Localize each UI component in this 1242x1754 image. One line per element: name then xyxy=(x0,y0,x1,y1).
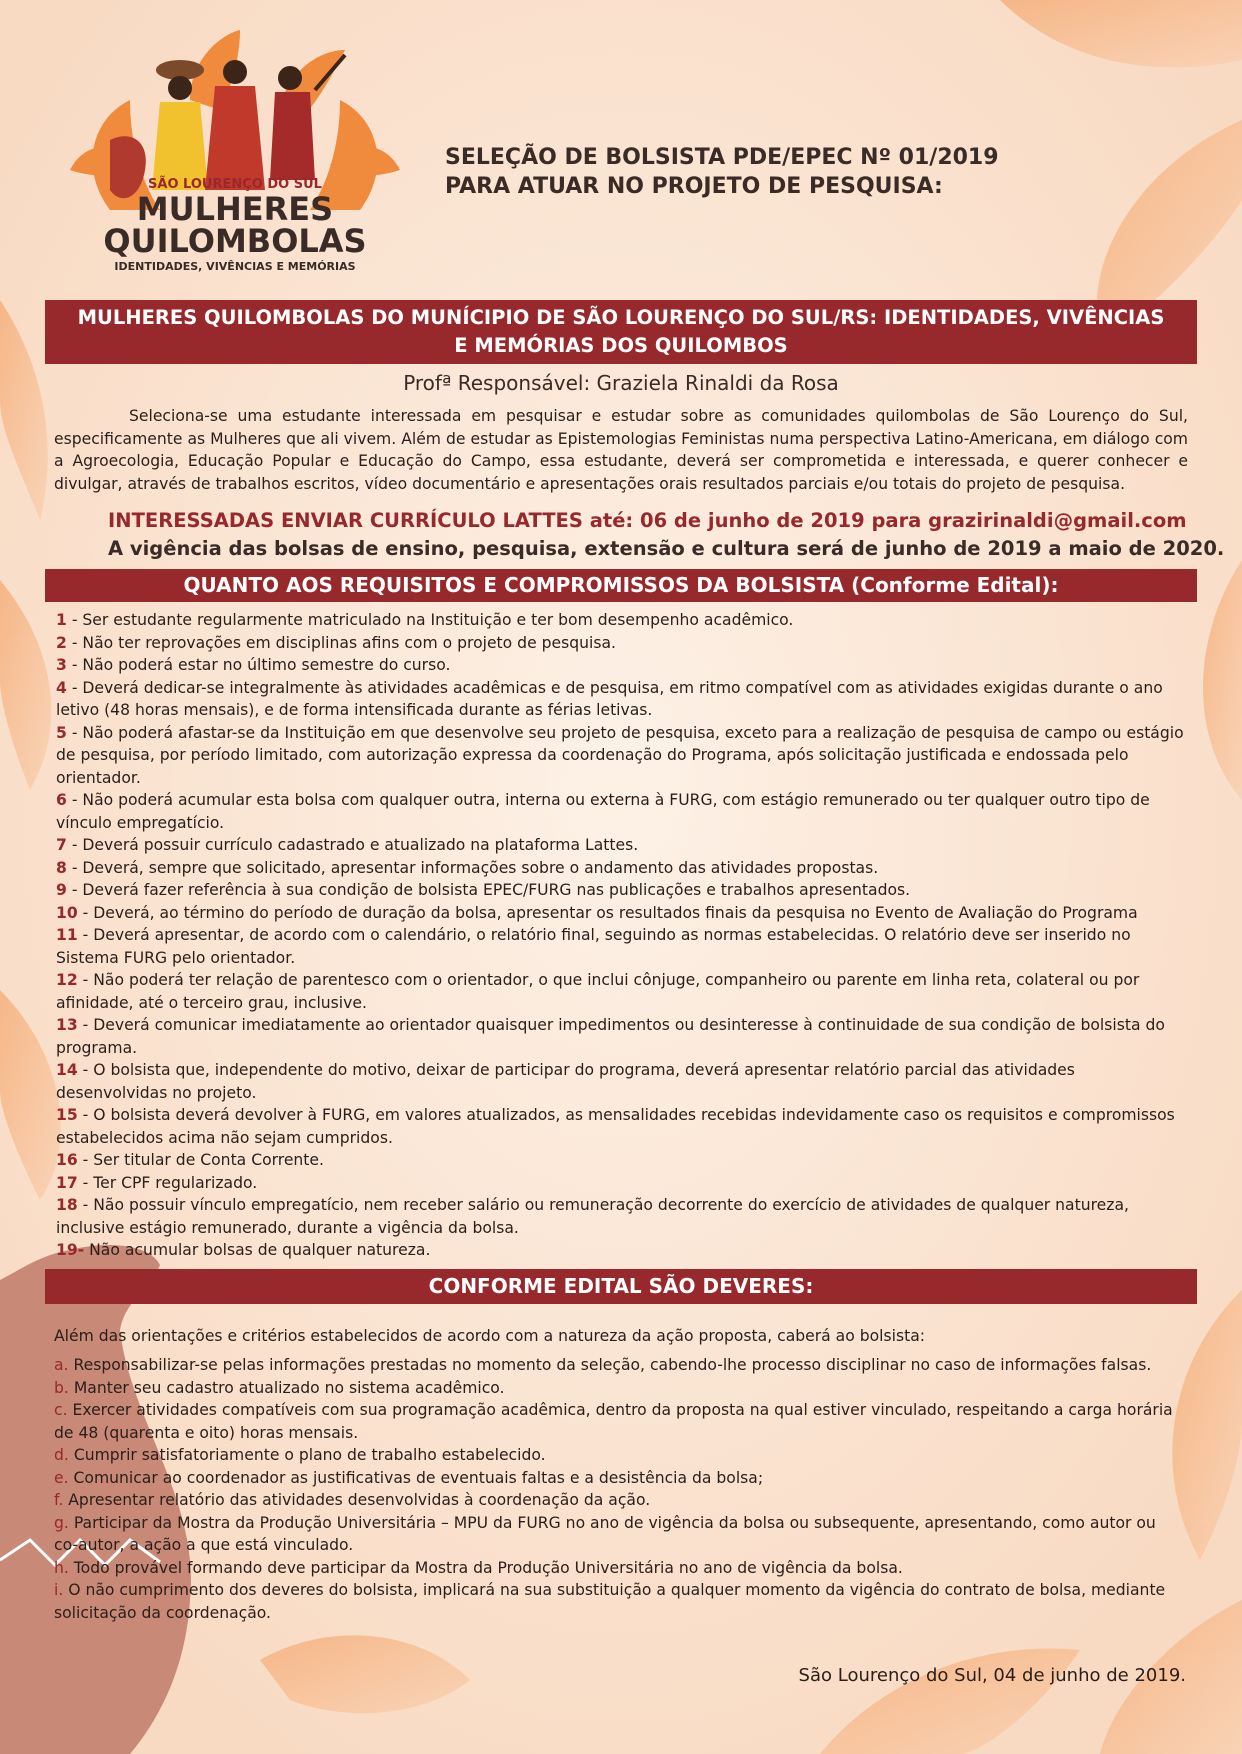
responsible-professor: Profª Responsável: Graziela Rinaldi da Rosa xyxy=(403,371,839,395)
list-item: 5 - Não poderá afastar-se da Instituição em que desenvolve seu projeto de pesquisa, exceto para a realização de pesquisa de campo ou estágio de pesquisa, por período limitado, com autorização expressa da coordenação do Programa, após solicitação justificada e endossada pelo orientador. xyxy=(56,723,1184,787)
list-item: 18 - Não possuir vínculo empregatício, nem receber salário ou remuneração decorrente do exercício de atividades de qualquer natureza, inclusive estágio remunerado, durante a vigência da bolsa. xyxy=(56,1196,1129,1237)
list-item: f. Apresentar relatório das atividades desenvolvidas à coordenação da ação. xyxy=(54,1491,651,1509)
list-item: d. Cumprir satisfatoriamente o plano de trabalho estabelecido. xyxy=(54,1446,546,1464)
list-item: 11 - Deverá apresentar, de acordo com o calendário, o relatório final, seguindo as normas estabelecidas. O relatório deve ser inserido no Sistema FURG pelo orientador. xyxy=(56,926,1131,967)
list-item: 12 - Não poderá ter relação de parentesco com o orientador, o que inclui cônjuge, companheiro ou parente em linha reta, colateral ou por afinidade, até o terceiro grau, inclusive. xyxy=(56,971,1140,1012)
list-item: 4 - Deverá dedicar-se integralmente às atividades acadêmicas e de pesquisa, em ritmo compatível com as atividades exigidas durante o ano letivo (48 horas mensais), e de forma intensificada durante as férias letivas. xyxy=(56,678,1163,719)
list-item: a. Responsabilizar-se pelas informações prestadas no momento da seleção, cabendo-lhe processo disciplinar no caso de informações falsas. xyxy=(54,1356,1152,1374)
list-item: e. Comunicar ao coordenador as justificativas de eventuais faltas e a desistência da bolsa; xyxy=(54,1468,764,1487)
logo-main-line2: QUILOMBOLAS xyxy=(103,222,367,260)
list-item: 6 - Não poderá acumular esta bolsa com qualquer outra, interna ou externa à FURG, com estágio remunerado ou ter qualquer outro tipo de vínculo empregatício. xyxy=(56,791,1150,832)
project-title-line1: MULHERES QUILOMBOLAS DO MUNÍCIPIO DE SÃO LOURENÇO DO SUL/RS: IDENTIDADES, VIVÊNCIAS xyxy=(77,306,1165,329)
list-item: 14 - O bolsista que, independente do motivo, deixar de participar do programa, deverá apresentar relatório parcial das atividades desenvolvidas no projeto. xyxy=(56,1061,1075,1102)
duties-intro: Além das orientações e critérios estabelecidos de acordo com a natureza da ação proposta, caberá ao bolsista: xyxy=(54,1327,926,1345)
project-logo xyxy=(70,30,400,285)
duties-heading: CONFORME EDITAL SÃO DEVERES: xyxy=(45,1269,1197,1304)
validity-text: A vigência das bolsas de ensino, pesquisa, extensão e cultura será de junho de 2019 a maio de 2020. xyxy=(108,537,1225,560)
list-item: 9 - Deverá fazer referência à sua condição de bolsista EPEC/FURG nas publicações e trabalhos apresentados. xyxy=(56,881,911,899)
list-item: 7 - Deverá possuir currículo cadastrado e atualizado na plataforma Lattes. xyxy=(56,836,639,854)
list-item: 16 - Ser titular de Conta Corrente. xyxy=(56,1151,324,1169)
list-item: 13 - Deverá comunicar imediatamente ao orientador quaisquer impedimentos ou desinteresse à continuidade de sua condição de bolsista do programa. xyxy=(56,1016,1165,1057)
list-item: 19- Não acumular bolsas de qualquer natureza. xyxy=(56,1241,431,1259)
requirements-heading: QUANTO AOS REQUISITOS E COMPROMISSOS DA BOLSISTA (Conforme Edital): xyxy=(45,569,1197,602)
list-item: 2 - Não ter reprovações em disciplinas afins com o projeto de pesquisa. xyxy=(56,633,616,652)
document-heading xyxy=(445,143,999,201)
list-item: 8 - Deverá, sempre que solicitado, apresentar informações sobre o andamento das atividades propostas. xyxy=(56,858,879,877)
list-item: 3 - Não poderá estar no último semestre do curso. xyxy=(56,656,451,674)
duties-list xyxy=(54,1354,1184,1624)
place-and-date: São Lourenço do Sul, 04 de junho de 2019. xyxy=(798,1665,1186,1686)
list-item: 15 - O bolsista deverá devolver à FURG, em valores atualizados, as mensalidades recebidas indevidamente caso os requisitos e compromissos estabelecidos acima não sejam cumpridos. xyxy=(56,1106,1175,1147)
list-item: 10 - Deverá, ao término do período de duração da bolsa, apresentar os resultados finais da pesquisa no Evento de Avaliação do Programa xyxy=(56,903,1138,922)
list-item: h. Todo provável formando deve participar da Mostra da Produção Universitária no ano de vigência da bolsa. xyxy=(54,1558,903,1577)
list-item: g. Participar da Mostra da Produção Universitária – MPU da FURG no ano de vigência da bolsa ou subsequente, apresentando, como autor ou co-autor, a ação a que está vinculado. xyxy=(54,1513,1156,1554)
list-item: b. Manter seu cadastro atualizado no sistema acadêmico. xyxy=(54,1378,505,1397)
list-item: c. Exercer atividades compatíveis com sua programação acadêmica, dentro da proposta na qual estiver vinculado, respeitando a carga horária de 48 (quarenta e oito) horas mensais. xyxy=(54,1401,1173,1442)
heading-line1: SELEÇÃO DE BOLSISTA PDE/EPEC Nº 01/2019 xyxy=(445,145,999,170)
logo-main-line1: MULHERES xyxy=(136,190,334,228)
logo-sub-text: IDENTIDADES, VIVÊNCIAS E MEMÓRIAS xyxy=(114,260,356,273)
list-item: 1 - Ser estudante regularmente matriculado na Instituição e ter bom desempenho acadêmico. xyxy=(56,611,794,629)
project-title-band xyxy=(45,300,1197,364)
heading-line2: PARA ATUAR NO PROJETO DE PESQUISA: xyxy=(445,174,943,199)
project-title-line2: E MEMÓRIAS DOS QUILOMBOS xyxy=(454,334,788,357)
intro-paragraph: Seleciona-se uma estudante interessada em pesquisar e estudar sobre as comunidades quilombolas de São Lourenço do Sul, especificamente as Mulheres que ali vivem. Além de estudar as Epistemologias Feministas numa perspectiva Latino-Americana, em diálogo com a Agroecologia, Educação Popular e Educação do Campo, essa estudante, deverá ser comprometida e interessada, e querer conhecer e divulgar, através de trabalhos escritos, vídeo documentário e apresentações orais resultados parciais e/ou totais do projeto de pesquisa. xyxy=(54,407,1188,493)
list-item: i. O não cumprimento dos deveres do bolsista, implicará na sua substituição a qualquer momento da vigência do contrato de bolsa, mediante solicitação da coordenação. xyxy=(54,1581,1166,1622)
logo-top-text: SÃO LOURENÇO DO SUL xyxy=(148,177,322,192)
application-call: INTERESSADAS ENVIAR CURRÍCULO LATTES até: 06 de junho de 2019 para grazirinaldi@gmail.com xyxy=(108,509,1187,532)
requirements-list xyxy=(56,609,1186,1262)
list-item: 17 - Ter CPF regularizado. xyxy=(56,1173,258,1192)
